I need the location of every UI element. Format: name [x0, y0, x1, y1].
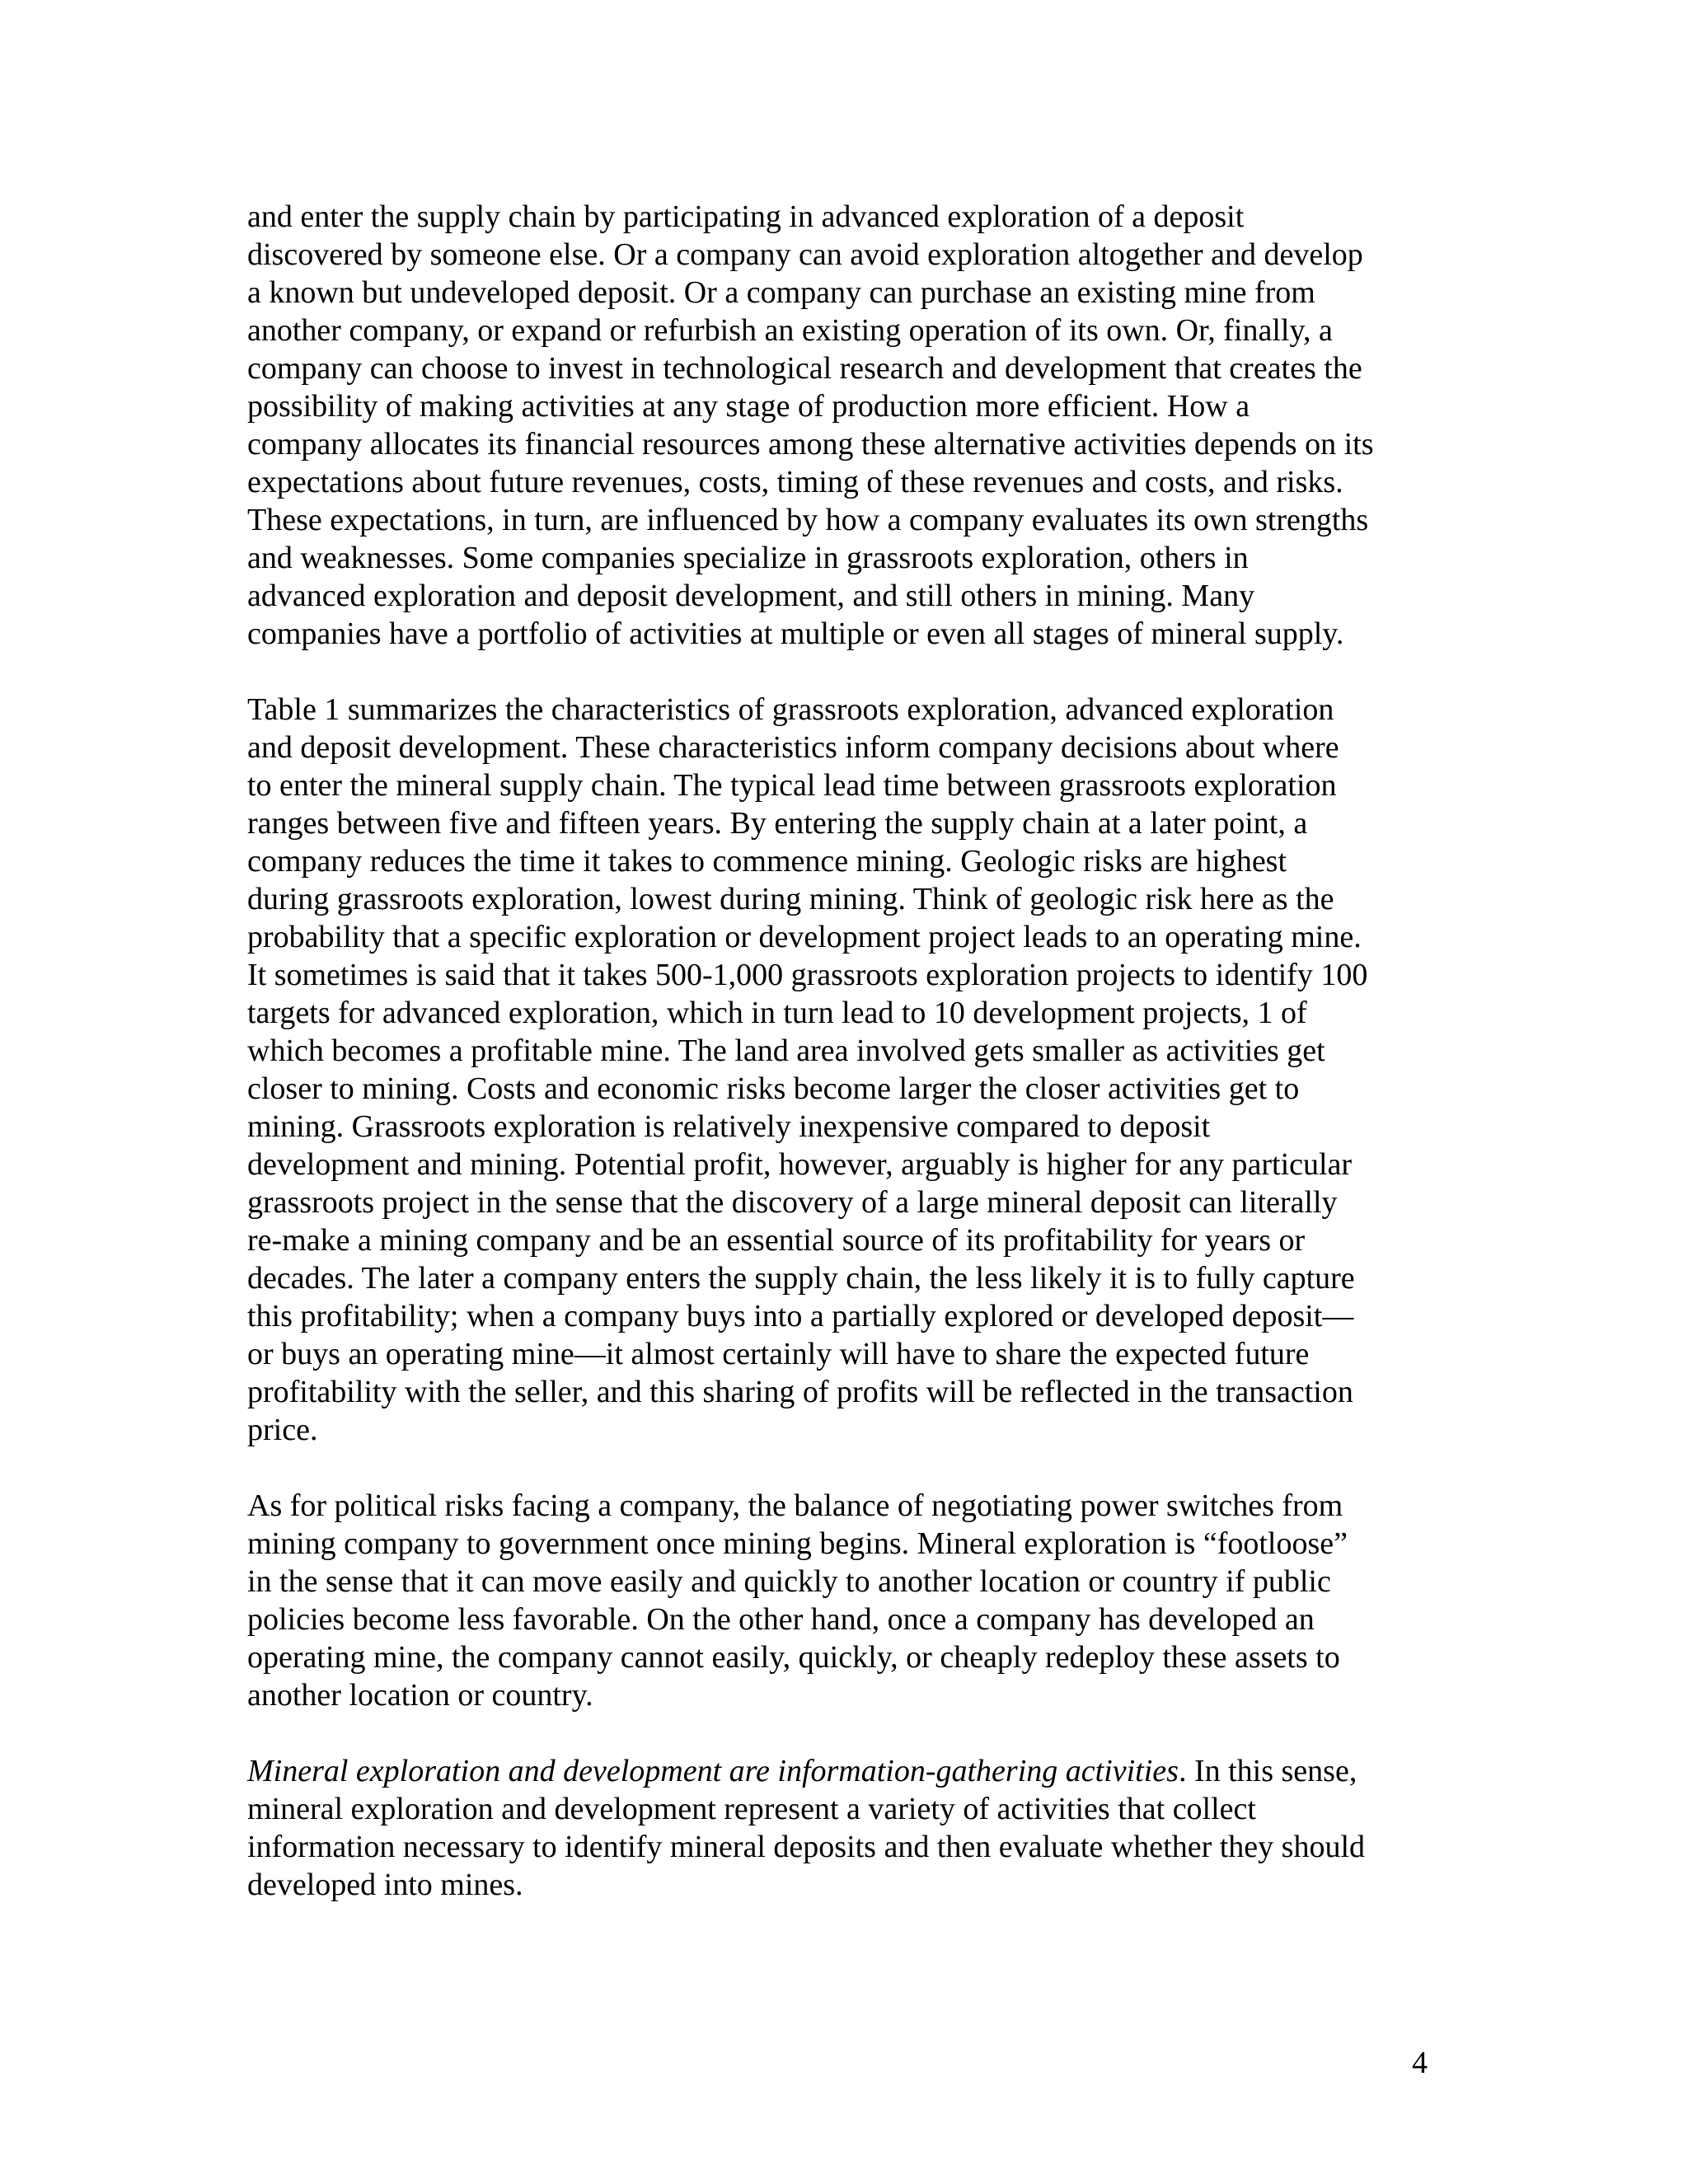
page-number: 4 — [1412, 2046, 1428, 2080]
text-line: or buys an operating mine—it almost certainly will have to share the expected future — [247, 1337, 1310, 1371]
paragraph-supply-chain-entry — [247, 198, 1451, 653]
text-line: in the sense that it can move easily and quickly to another location or country if public — [247, 1564, 1331, 1599]
text-line: company reduces the time it takes to commence mining. Geologic risks are highest — [247, 844, 1287, 879]
text-line: re-make a mining company and be an essential source of its profitability for years or — [247, 1223, 1306, 1258]
text-line: mineral exploration and development represent a variety of activities that collect — [247, 1792, 1256, 1826]
text-line — [247, 1752, 1451, 1790]
text-line: to enter the mineral supply chain. The typical lead time between grassroots exploration — [247, 768, 1337, 803]
text-line: mining company to government once mining begins. Mineral exploration is “footloose” — [247, 1526, 1348, 1561]
italic-lead-phrase: Mineral exploration and development are information-gathering activities — [247, 1754, 1179, 1788]
text-line: profitability with the seller, and this sharing of profits will be reflected in the transaction — [247, 1375, 1353, 1409]
text-line: and enter the supply chain by participating in advanced exploration of a deposit — [247, 199, 1245, 234]
text-line: companies have a portfolio of activities at multiple or even all stages of mineral supply. — [247, 616, 1344, 651]
text-line: grassroots project in the sense that the discovery of a large mineral deposit can literally — [247, 1185, 1338, 1220]
text-line: and weaknesses. Some companies specialize in grassroots exploration, others in — [247, 541, 1249, 575]
text-line: possibility of making activities at any stage of production more efficient. How a — [247, 389, 1250, 424]
text-line: company can choose to invest in technological research and development that creates the — [247, 351, 1362, 386]
text-line: ranges between five and fifteen years. By entering the supply chain at a later point, a — [247, 806, 1308, 841]
text-line: a known but undeveloped deposit. Or a company can purchase an existing mine from — [247, 275, 1315, 310]
text-line: It sometimes is said that it takes 500-1,000 grassroots exploration projects to identify 100 — [247, 958, 1368, 992]
text-line: price. — [247, 1413, 318, 1447]
text-line: policies become less favorable. On the other hand, once a company has developed an — [247, 1602, 1315, 1637]
text-line: and deposit development. These characteristics inform company decisions about where — [247, 730, 1339, 765]
text-line: developed into mines. — [247, 1868, 523, 1902]
text-line: mining. Grassroots exploration is relatively inexpensive compared to deposit — [247, 1109, 1211, 1144]
paragraph-information-gathering — [247, 1752, 1451, 1904]
paragraph-political-risks — [247, 1487, 1451, 1714]
text-line: advanced exploration and deposit development, and still others in mining. Many — [247, 579, 1255, 613]
text-line: expectations about future revenues, costs, timing of these revenues and costs, and risks. — [247, 465, 1343, 499]
text-line: As for political risks facing a company, the balance of negotiating power switches from — [247, 1488, 1343, 1523]
text-line: development and mining. Potential profit, however, arguably is higher for any particular — [247, 1147, 1353, 1182]
text-line: decades. The later a company enters the supply chain, the less likely it is to fully capture — [247, 1261, 1355, 1296]
text-line: company allocates its financial resources among these alternative activities depends on its — [247, 427, 1374, 462]
text-line: targets for advanced exploration, which in turn lead to 10 development projects, 1 of — [247, 996, 1307, 1030]
text-line: closer to mining. Costs and economic risks become larger the closer activities get to — [247, 1071, 1300, 1106]
text-line: information necessary to identify mineral deposits and then evaluate whether they should — [247, 1830, 1365, 1864]
text-line: this profitability; when a company buys into a partially explored or developed deposit— — [247, 1299, 1354, 1333]
lead-line-rest: . In this sense, — [1178, 1754, 1357, 1788]
body-text — [247, 198, 1451, 1942]
text-line: discovered by someone else. Or a company can avoid exploration altogether and develop — [247, 237, 1363, 272]
text-line: operating mine, the company cannot easily, quickly, or cheaply redeploy these assets to — [247, 1640, 1340, 1675]
paragraph-table-summary — [247, 691, 1451, 1449]
text-line: Table 1 summarizes the characteristics of grassroots exploration, advanced exploration — [247, 692, 1334, 727]
text-line: which becomes a profitable mine. The land area involved gets smaller as activities get — [247, 1033, 1325, 1068]
text-line: another company, or expand or refurbish an existing operation of its own. Or, finally, a — [247, 313, 1333, 348]
text-line: during grassroots exploration, lowest during mining. Think of geologic risk here as the — [247, 882, 1334, 916]
text-line: another location or country. — [247, 1678, 593, 1713]
text-line: probability that a specific exploration or development project leads to an operating mine. — [247, 920, 1362, 954]
text-line: These expectations, in turn, are influenced by how a company evaluates its own strengths — [247, 503, 1369, 537]
